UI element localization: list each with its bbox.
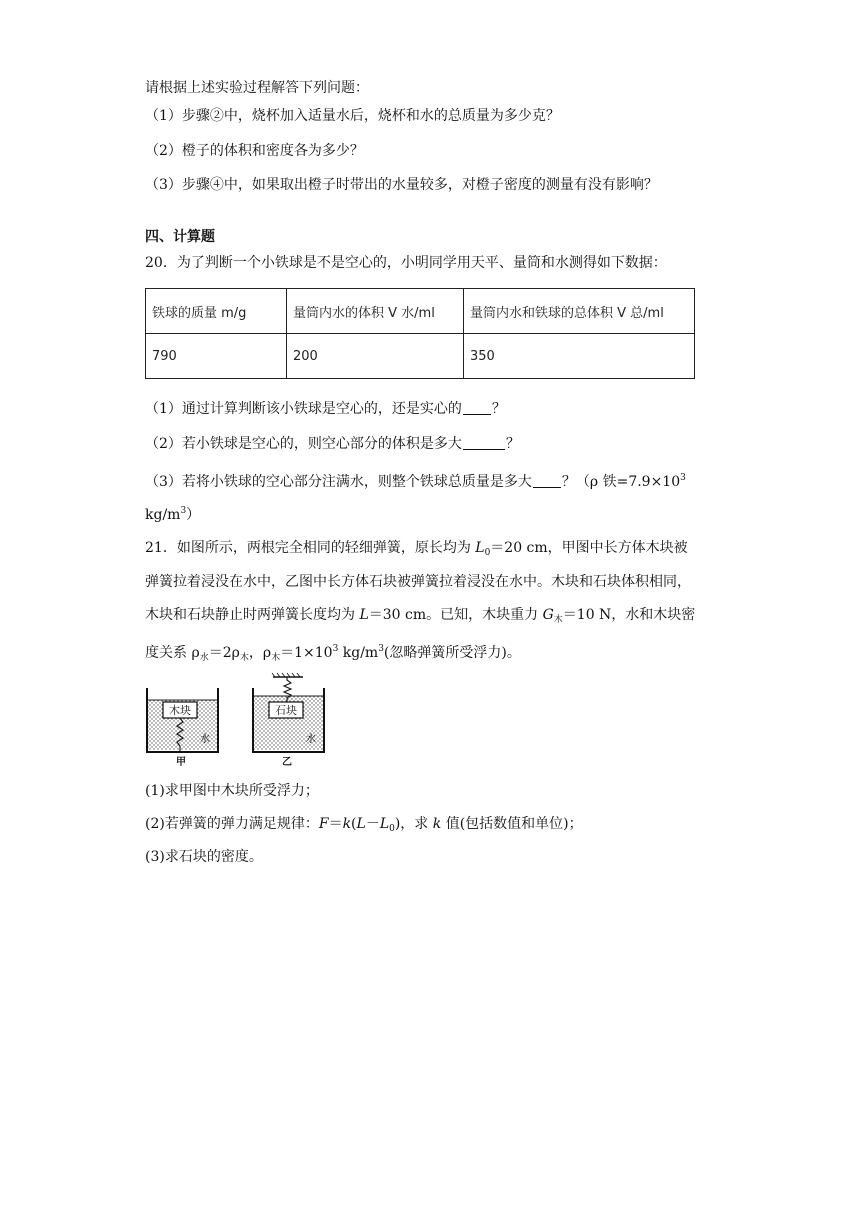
var-k: k: [432, 816, 442, 832]
table-header-row: [146, 289, 695, 334]
q21-text: ＝30 cm。已知，木块重力: [368, 607, 543, 623]
q20-sub2-end: ？: [505, 436, 520, 452]
q19-intro: 请根据上述实验过程解答下列问题：: [145, 80, 369, 96]
paren: (: [351, 816, 357, 832]
q20-sub1-text: （1）通过计算判断该小铁球是空心的，还是实心的: [145, 401, 462, 417]
q21-text: ＝1×10: [280, 645, 333, 661]
table-header-cell: 量筒内水和铁球的总体积 V 总/ml: [464, 289, 695, 334]
q21-text: )，求: [394, 816, 433, 832]
var-L: L: [356, 816, 366, 832]
q21-line3: [145, 605, 695, 630]
answer-blank: [463, 437, 505, 450]
close-paren: ）: [186, 507, 201, 523]
stone-block-label: 石块: [275, 704, 297, 717]
q21-line4: [145, 639, 521, 668]
q21-text: ＝10 N，水和木块密: [562, 607, 696, 623]
q21-text: 度关系 ρ: [145, 645, 200, 661]
spring-figure: [145, 672, 325, 772]
left-water-label: 水: [200, 734, 210, 745]
var-L: L: [475, 540, 485, 556]
q20-stem: 20．为了判断一个小铁球是不是空心的，小明同学用天平、量筒和水测得如下数据：: [145, 255, 667, 271]
var-k: k: [342, 816, 352, 832]
table-cell: 790: [146, 334, 287, 379]
left-caption: 甲: [176, 757, 186, 768]
q21-sub2: [145, 814, 583, 839]
q21-sub3: (3)求石块的密度。: [145, 849, 263, 865]
q20-sub3: [145, 468, 686, 492]
answer-blank: [463, 402, 491, 415]
q20-sub1-end: ？: [491, 401, 506, 417]
table-header-cell: 量筒内水的体积 V 水/ml: [287, 289, 464, 334]
var-L: L: [379, 816, 390, 832]
right-beaker: [253, 673, 324, 768]
q19-sub1: （1）步骤②中，烧杯加入适量水后，烧杯和水的总质量为多少克？: [145, 108, 560, 124]
table-cell: 350: [464, 334, 695, 379]
var-G: G: [542, 607, 554, 623]
q21-text: 21．如图所示，两根完全相同的轻细弹簧，原长均为: [145, 540, 476, 556]
subscript: 木: [271, 653, 281, 663]
unit-text: kg/m: [145, 507, 181, 523]
var-F: F: [318, 816, 329, 832]
subscript: 0: [484, 548, 491, 558]
q21-text: kg/m: [338, 645, 379, 661]
q20-sub2: [145, 434, 520, 454]
subscript: 水: [199, 653, 209, 663]
operator: ＝: [328, 816, 343, 832]
exponent: 3: [680, 473, 686, 483]
q21-text: 值(包括数值和单位)；: [441, 816, 583, 832]
q21-line1: [145, 538, 688, 563]
q21-text: ，ρ: [248, 645, 272, 661]
q20-sub3-text: （3）若将小铁球的空心部分注满水，则整个铁球总质量是多大: [145, 474, 532, 490]
right-water-label: 水: [306, 734, 316, 745]
q20-sub3-unit: [145, 501, 200, 525]
q21-text: ＝2ρ: [208, 645, 240, 661]
q21-sub1: (1)求甲图中木块所受浮力；: [145, 783, 319, 799]
subscript: 木: [239, 653, 249, 663]
exponent: 3: [332, 644, 339, 654]
q21-line2: 弹簧拉着浸没在水中，乙图中长方体石块被弹簧拉着浸没在水中。木块和石块体积相同，: [145, 574, 691, 590]
q19-sub2: （2）橙子的体积和密度各为多少？: [145, 143, 364, 159]
exponent: 3: [180, 506, 187, 516]
table-row: [146, 334, 695, 379]
q19-sub3: （3）步骤④中，如果取出橙子时带出的水量较多，对橙子密度的测量有没有影响？: [145, 177, 658, 193]
q20-sub2-text: （2）若小铁球是空心的，则空心部分的体积是多大: [145, 436, 462, 452]
q20-sub3-density: ？（ρ 铁=7.9×10: [561, 474, 681, 490]
table-header-cell: 铁球的质量 m/g: [146, 289, 287, 334]
q21-text: (忽略弹簧所受浮力)。: [383, 645, 521, 661]
q20-sub1: [145, 399, 506, 419]
exponent: 3: [378, 644, 384, 654]
spring-diagram: [145, 672, 325, 772]
right-caption: 乙: [282, 757, 292, 768]
left-beaker: [147, 688, 218, 768]
answer-blank: [533, 475, 561, 488]
operator: －: [365, 816, 380, 832]
wood-block-label: 木块: [169, 704, 191, 717]
var-L: L: [359, 607, 369, 623]
q20-data-table: [145, 288, 695, 379]
q21-text: ＝20 cm，甲图中长方体木块被: [490, 540, 688, 556]
subscript: 木: [553, 615, 563, 625]
q21-text: (2)若弹簧的弹力满足规律：: [145, 816, 319, 832]
table-cell: 200: [287, 334, 464, 379]
q21-text: 木块和石块静止时两弹簧长度均为: [145, 607, 360, 623]
section-title: 四、计算题: [145, 229, 215, 245]
subscript: 0: [389, 824, 395, 834]
